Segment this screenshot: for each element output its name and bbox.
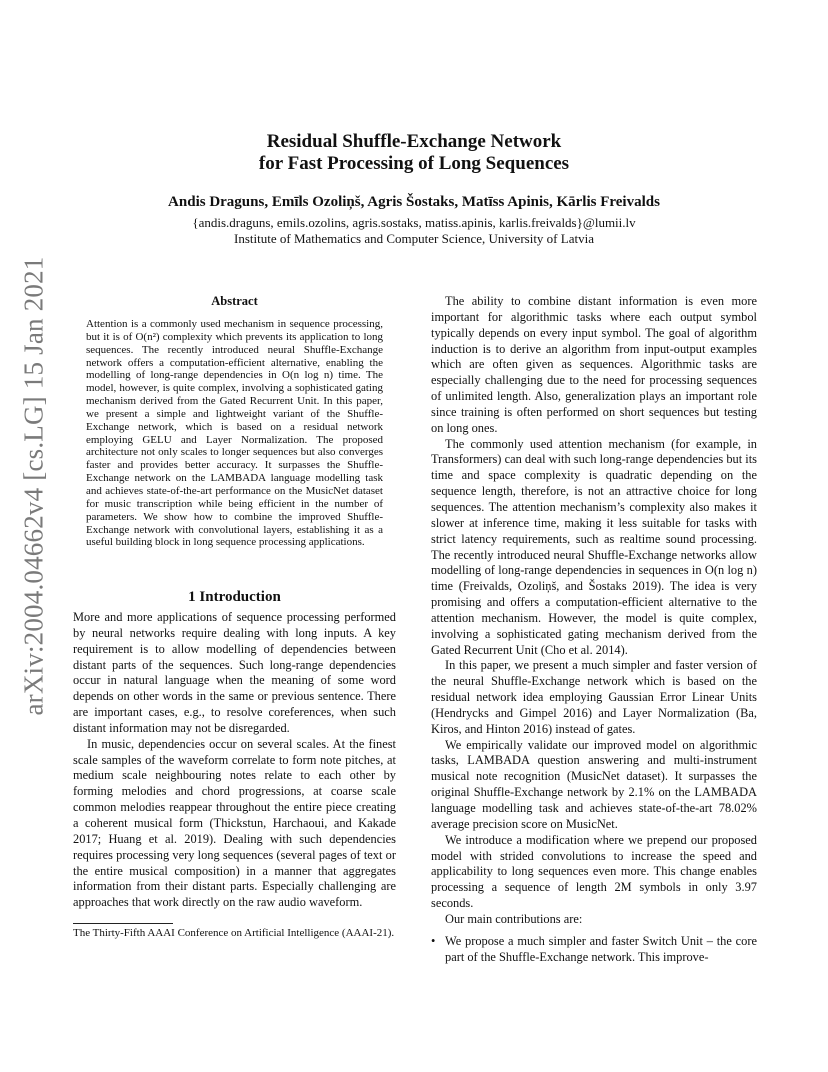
paragraph: The ability to combine distant information is even more important for algorithmic tasks where each output symbol typically depends on every input symbol. The goal of algorithm induction is to derive an algorithm from input-output examples which are often given as sequences. Algorithmic tasks are especially challenging due to the need for processing sequences of unlimited length. Also, generalization plays an important role since training is often performed on short sequences but testing on long ones. [431,294,757,435]
bullet-mark: • [431,933,436,948]
authors: Andis Draguns, Emīls Ozoliņš, Agris Šostaks, Matīss Apinis, Kārlis Freivalds [168,194,660,210]
title-line-1: Residual Shuffle-Exchange Network [266,131,562,152]
paragraph: Our main contributions are: [445,911,583,926]
author-emails: {andis.draguns, emils.ozolins, agris.sostaks, matiss.apinis, karlis.freivalds}@lumii.lv [192,215,636,230]
section-heading-introduction: 1 Introduction [188,589,281,605]
arxiv-identifier [12,256,56,716]
footnote: The Thirty-Fifth AAAI Conference on Artificial Intelligence (AAAI-21). [73,927,395,939]
contribution-list-item [431,934,757,966]
abstract-heading: Abstract [211,294,258,308]
paragraph: We empirically validate our improved model on algorithmic tasks, LAMBADA question answering and multi-instrument musical note recognition (MusicNet dataset). It surpasses the original Shuffle-Exchange network by 2.1% on the LAMBADA language modelling task and achieves state-of-the-art 78.02% average precision score on MusicNet. [431,737,757,831]
paragraph: We introduce a modification where we prepend our proposed model with strided convolutions to increase the speed and applicability to long sequences even more. This change enables processing a sequence of length 2M symbols in only 3.97 seconds. [431,832,757,911]
paragraph: In this paper, we present a much simpler and faster version of the neural Shuffle-Exchange network which is based on the residual network idea employing Gaussian Error Linear Units (Hendrycks and Gimpel 2016) and Layer Normalization (Ba, Kiros, and Hinton 2016) instead of gates. [431,658,757,736]
right-column-body [431,294,757,965]
paragraph: In music, dependencies occur on several scales. At the finest scale samples of the waveform correlate to form note pitches, at medium scale neighbouring notes relate to each other by forming melodies and chord progressions, at coarse scale common melodies reappear throughout the entire piece creating a coherent musical form (Thickstun, Harchaoui, and Kakade 2017; Huang et al. 2019). Dealing with such dependencies requires processing very long sequences (several pages of text or the entire musical composition) in a manner that aggregates information from their distant parts. Especially challenging are approaches that work directly on the raw audio waveform. [73,736,396,910]
title-line-2: for Fast Processing of Long Sequences [258,153,570,174]
left-column-body [73,610,396,911]
arxiv-identifier-text: arXiv:2004.04662v4 [cs.LG] 15 Jan 2021 [18,256,49,716]
footnote-rule [73,923,173,924]
paragraph: The commonly used attention mechanism (for example, in Transformers) can deal with such long-range dependencies but its time and space complexity is quadratic depending on the sequence length, therefore, is not an attractive choice for long sequences. The attention mechanism’s complexity also makes it slower at inference time, making it less suitable for tasks with strict latency requirements, such as realtime sound processing. The recently introduced neural Shuffle-Exchange networks allow modelling of long-range dependencies in sequences in O(n log n) time (Freivalds, Ozoliņš, and Šostaks 2019). The idea is very promising and offers a computation-efficient alternative to the attention mechanism. However, the model is quite complex, involving a sophisticated gating mechanism derived from the Gated Recurrent Unit (Cho et al. 2014). [431,436,757,657]
contribution-text: We propose a much simpler and faster Switch Unit – the core part of the Shuffle-Exchange network. This improve- [445,933,757,964]
paragraph: More and more applications of sequence processing performed by neural networks require dealing with long inputs. A key requirement is to allow modelling of dependencies between distant parts of the sequences. Such long-range dependencies occur in natural language when the meaning of some word depends on other words in the same or previous sentence. There are important cases, e.g., to resolve coreferences, when such distant information may not be disregarded. [73,610,396,735]
affiliation: Institute of Mathematics and Computer Science, University of Latvia [234,231,594,246]
abstract-text: Attention is a commonly used mechanism in sequence processing, but it is of O(n²) complexity which prevents its application to long sequences. The recently introduced neural Shuffle-Exchange network offers a computation-efficient alternative, enabling the modelling of long-range dependencies in O(n log n) time. The model, however, is quite complex, involving a sophisticated gating mechanism derived from the Gated Recurrent Unit. In this paper, we present a simple and lightweight variant of the Shuffle-Exchange network, which is based on a residual network employing GELU and Layer Normalization. The proposed architecture not only scales to longer sequences but also converges faster and provides better accuracy. It surpasses the Shuffle-Exchange network on the LAMBADA language modelling task and achieves state-of-the-art performance on the MusicNet dataset for music transcription while being efficient in the number of parameters. We show how to combine the improved Shuffle-Exchange network with convolutional layers, establishing it as a useful building block in long sequence processing applications. [86,318,383,549]
